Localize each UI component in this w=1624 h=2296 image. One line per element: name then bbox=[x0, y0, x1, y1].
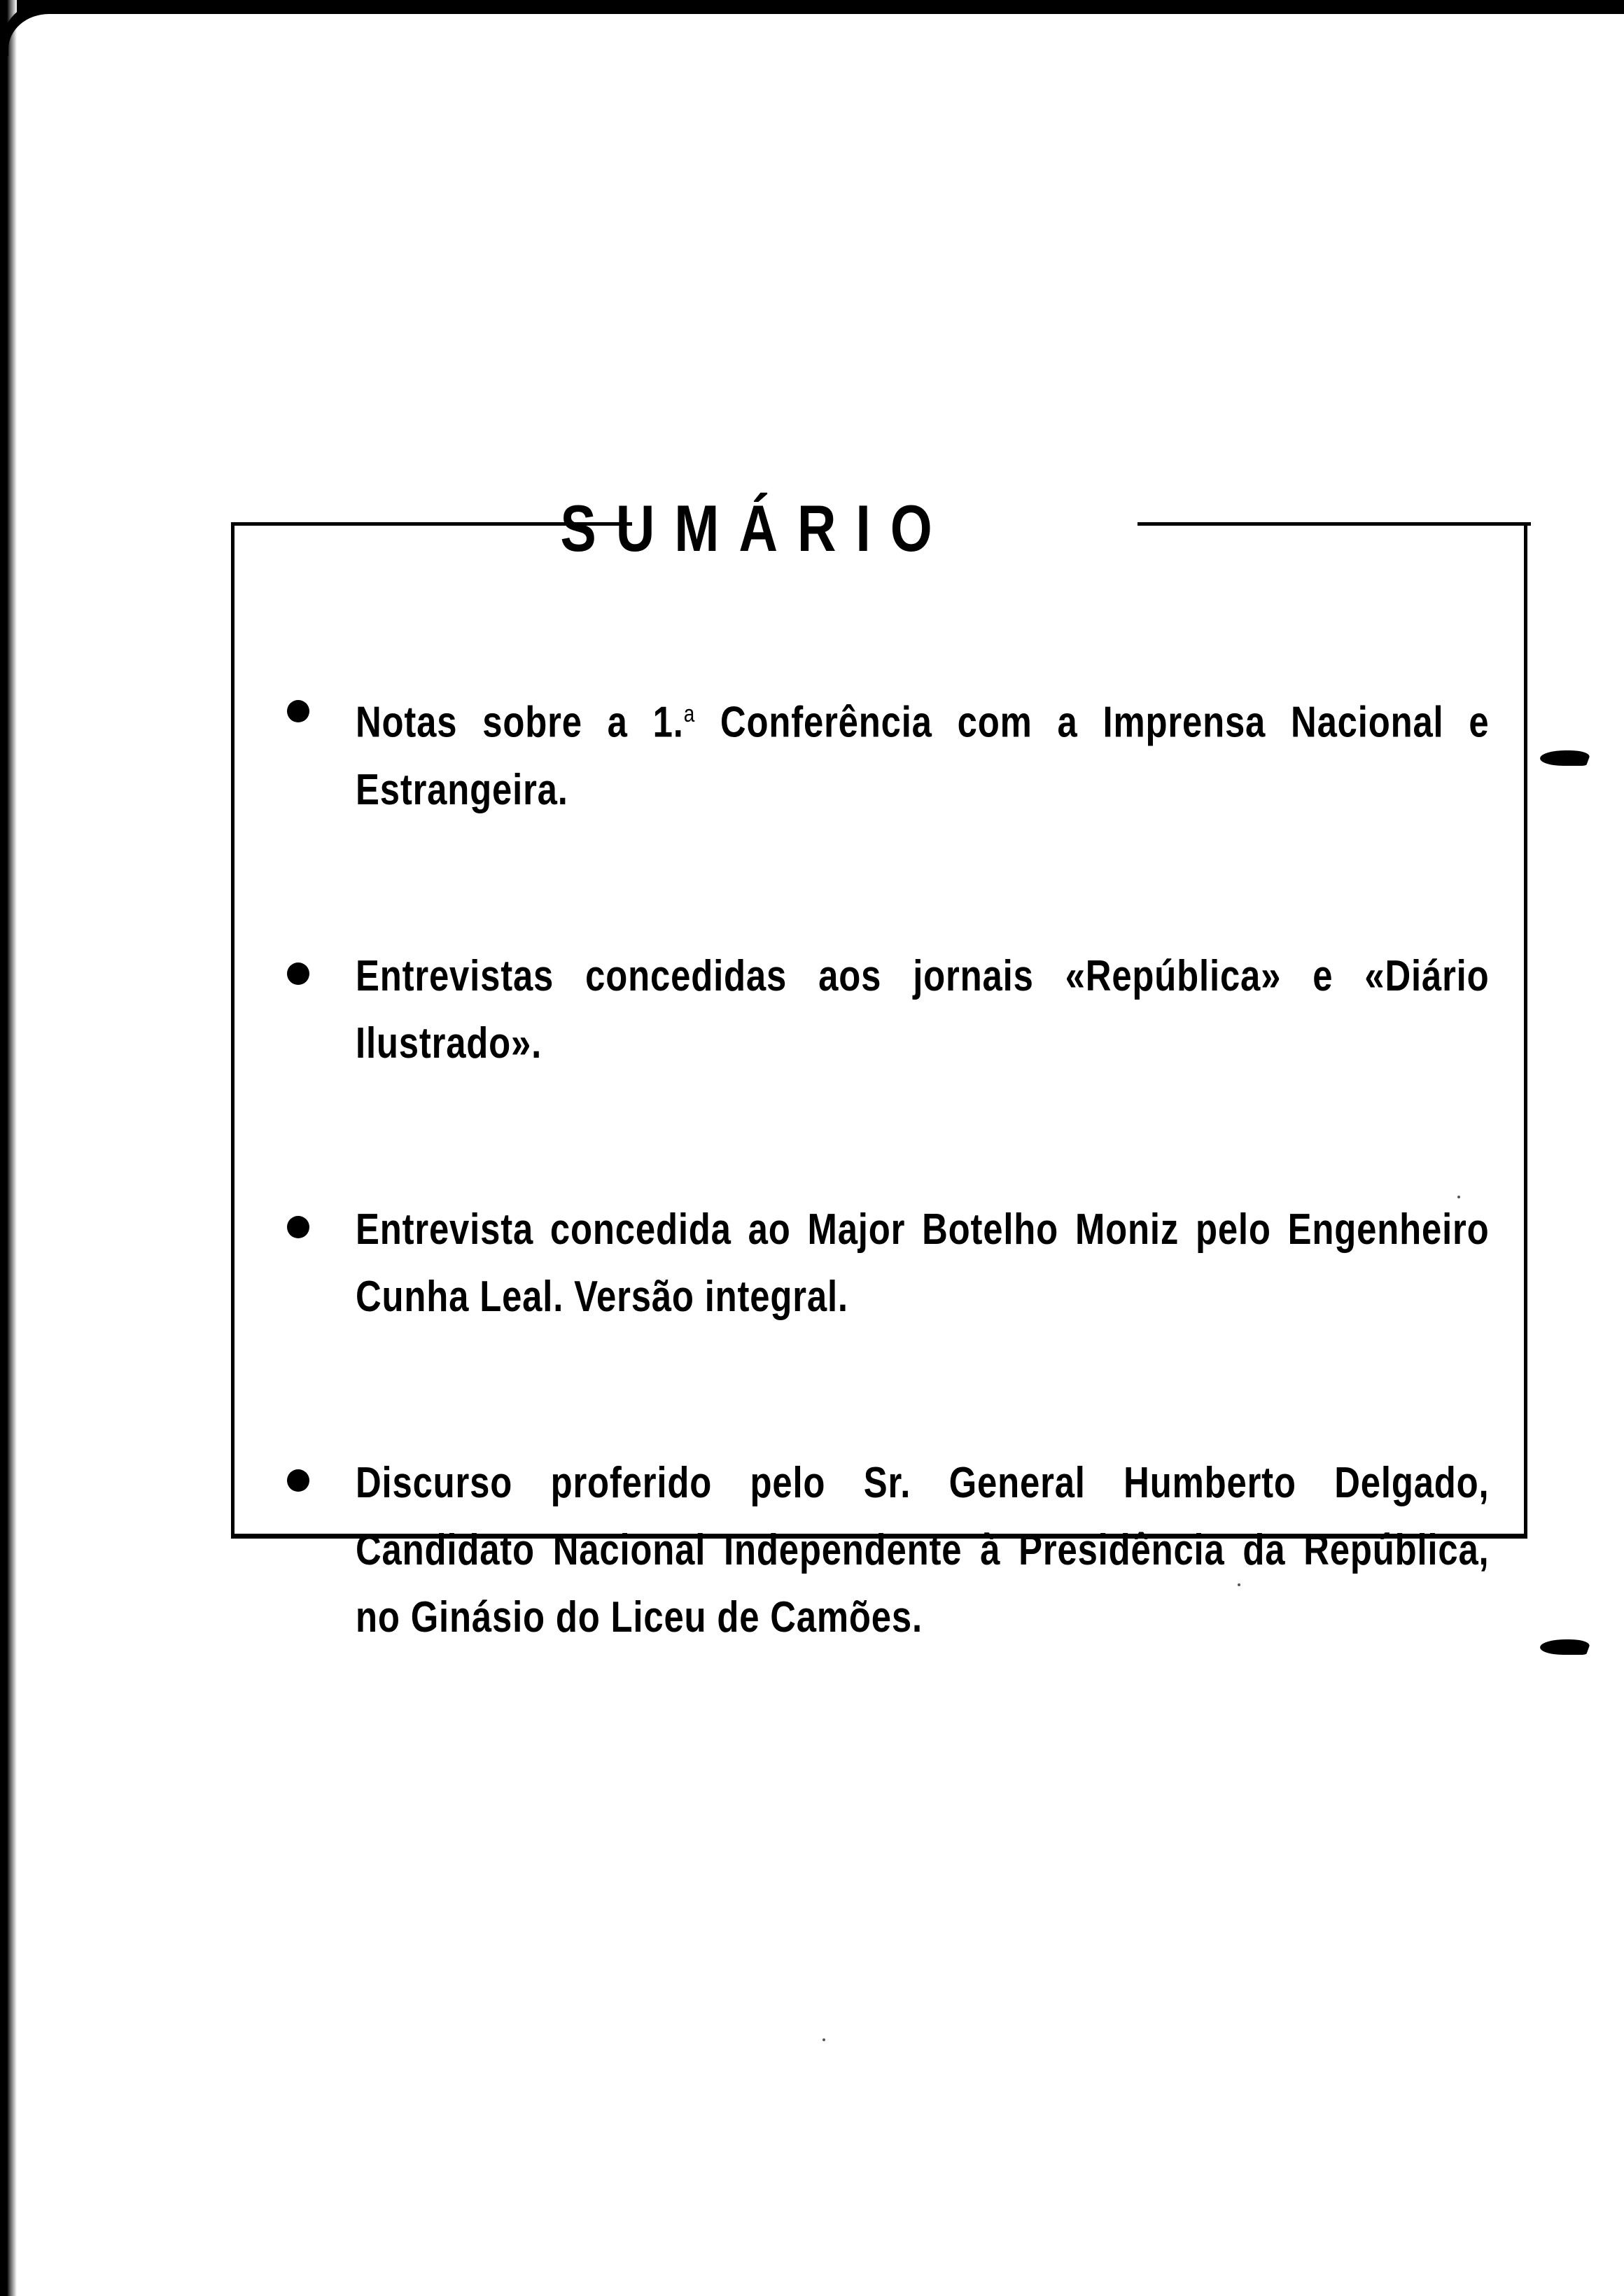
ordinal-superscript: a bbox=[683, 701, 696, 727]
scan-edge-top bbox=[0, 0, 1624, 14]
summary-item-text: Entrevistas concedidas aos jornais «República» e «Diário Ilustrado». bbox=[356, 951, 1490, 1068]
binding-hole-mark bbox=[1537, 750, 1592, 766]
item-text-start: Notas sobre a 1. bbox=[356, 698, 684, 747]
summary-item-text: Discurso proferido pelo Sr. General Humberto Delgado, Candidato Nacional Independente à Presidência da República, no Ginásio do Liceu de Camões. bbox=[356, 1458, 1490, 1642]
binding-hole-mark bbox=[1537, 1639, 1592, 1655]
bullet-icon bbox=[287, 1469, 309, 1492]
summary-item bbox=[280, 680, 1491, 824]
summary-item bbox=[280, 1450, 1491, 1651]
scan-speck bbox=[822, 2038, 825, 2041]
summary-item-text bbox=[356, 680, 1490, 824]
item-text-end: Conferência com a Imprensa Nacional e Estrangeira. bbox=[356, 698, 1490, 814]
title-rule-right bbox=[1138, 522, 1531, 526]
summary-item bbox=[280, 943, 1491, 1077]
summary-item bbox=[280, 1196, 1491, 1331]
bullet-icon bbox=[287, 700, 309, 722]
scan-edge-left bbox=[0, 0, 17, 2296]
summary-item-text: Entrevista concedida ao Major Botelho Moniz pelo Engenheiro Cunha Leal. Versão integral. bbox=[356, 1205, 1490, 1321]
bullet-icon bbox=[287, 962, 309, 985]
summary-list bbox=[280, 680, 1491, 1651]
bullet-icon bbox=[287, 1216, 309, 1238]
summary-title: SUMÁRIO bbox=[560, 491, 952, 565]
